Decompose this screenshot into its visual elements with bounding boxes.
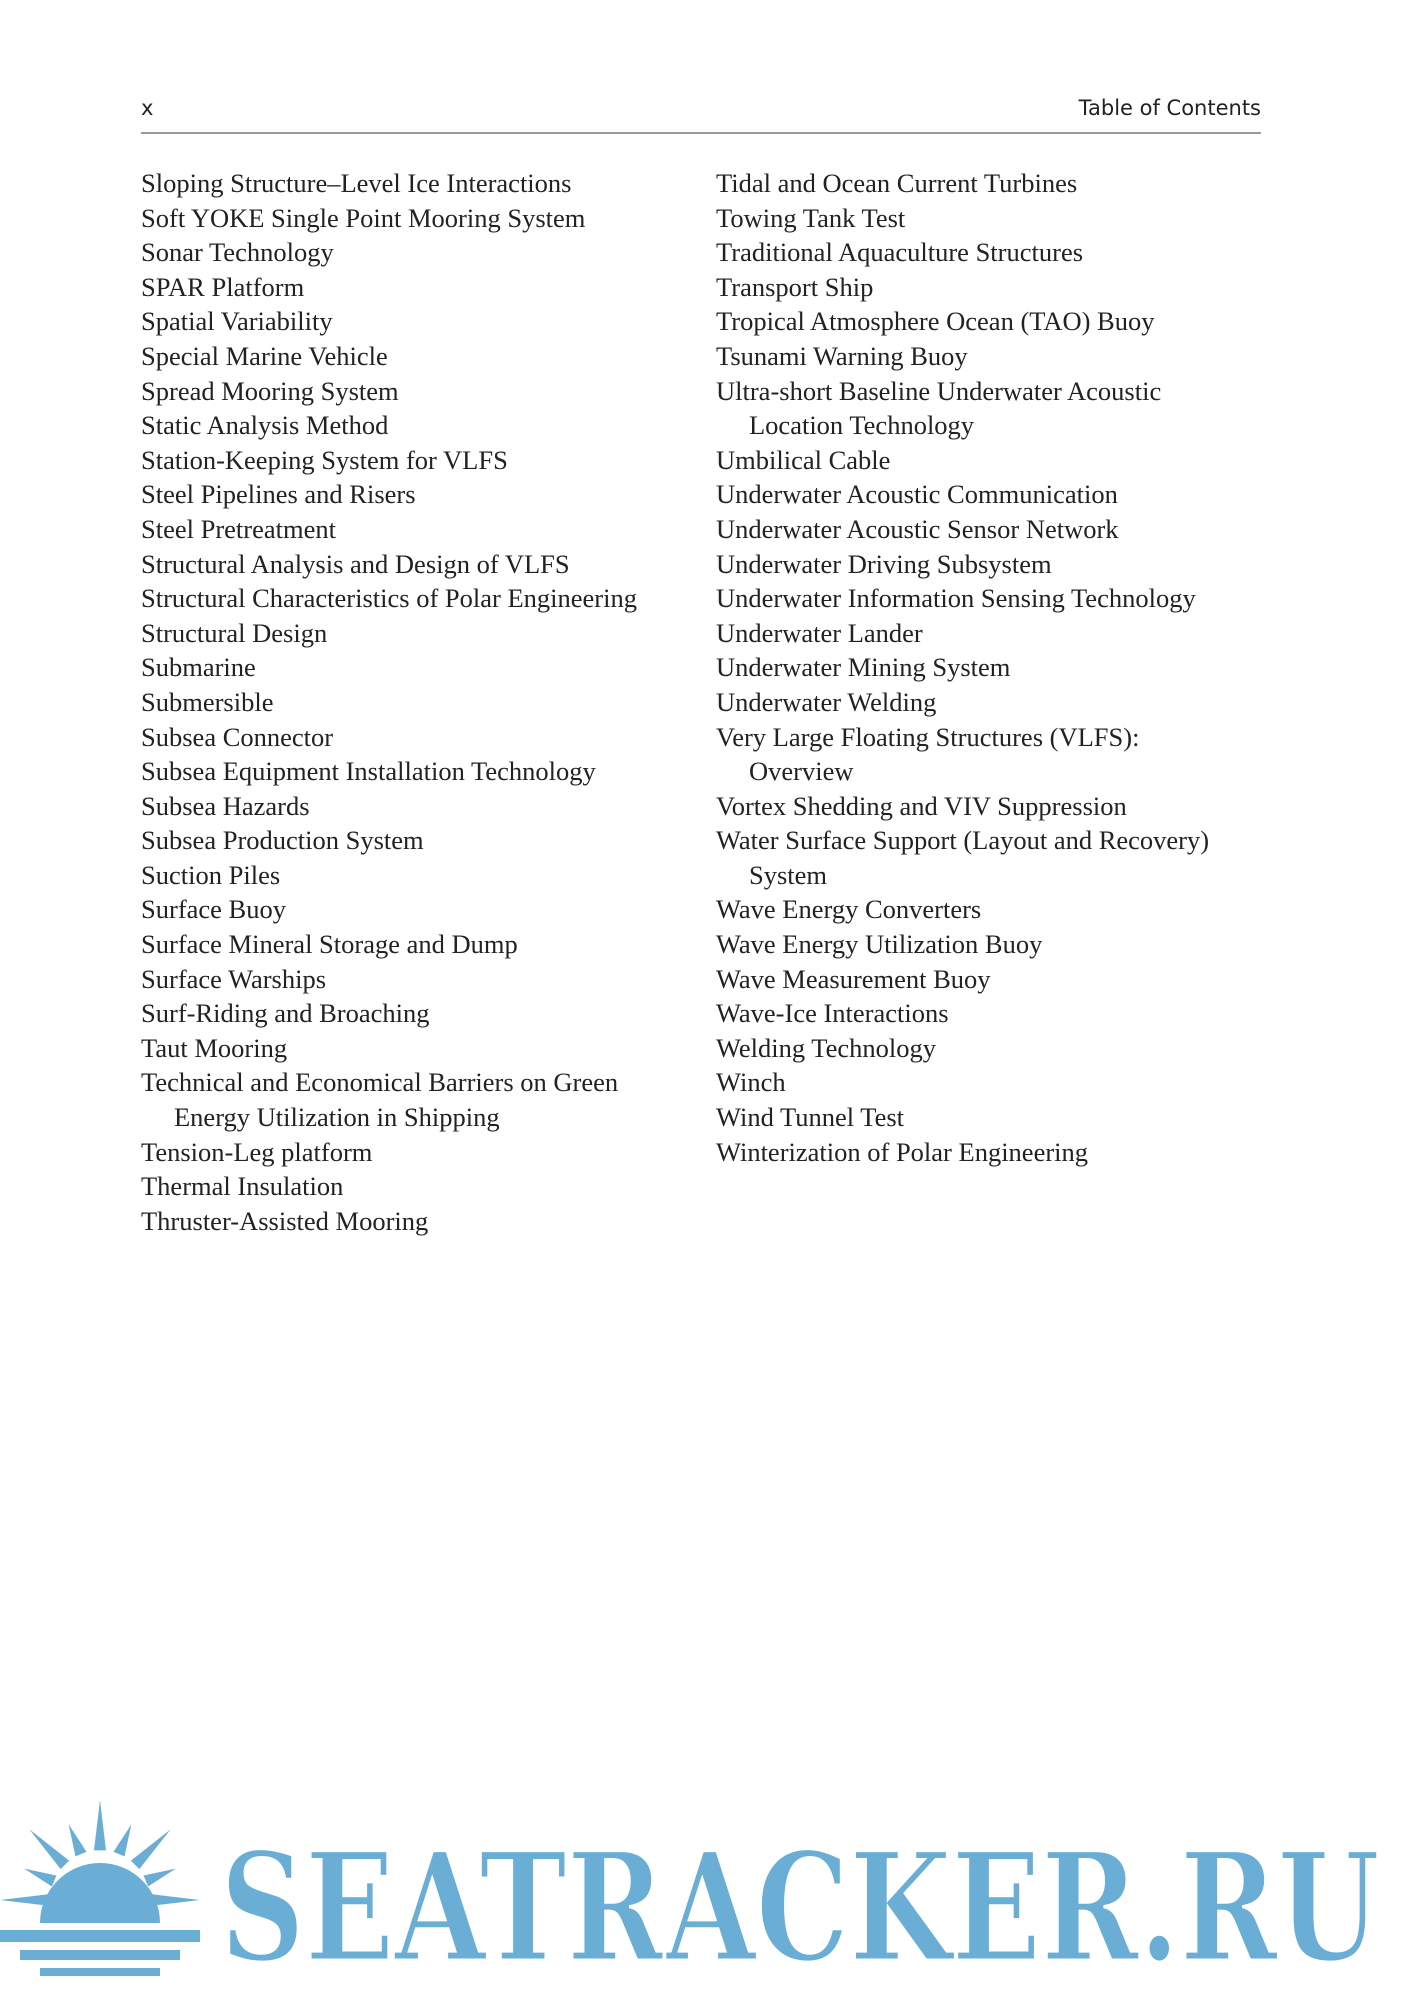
sun-ray	[24, 1869, 56, 1887]
toc-entry	[141, 477, 701, 512]
toc-entry	[716, 374, 1276, 443]
toc-entry-text: Tropical Atmosphere Ocean (TAO) Buoy	[716, 306, 1155, 337]
running-header	[141, 96, 1261, 126]
toc-entry-text: Winterization of Polar Engineering	[716, 1136, 1089, 1167]
sun-ray	[113, 1824, 131, 1856]
toc-entry-text: Winch	[716, 1067, 786, 1098]
toc-entry	[716, 962, 1276, 997]
toc-entry-text: Traditional Aquaculture Structures	[716, 237, 1084, 268]
toc-entry-text: Underwater Information Sensing Technology	[716, 583, 1196, 614]
toc-entry	[716, 581, 1276, 616]
toc-entry	[141, 996, 701, 1031]
toc-entry	[141, 235, 701, 270]
header-rule	[141, 132, 1261, 134]
toc-entry-text: SPAR Platform	[141, 271, 305, 302]
toc-entry-continuation: Energy Utilization in Shipping	[174, 1102, 500, 1133]
sun-ray	[150, 1894, 200, 1906]
toc-entry-text: Surface Buoy	[141, 894, 286, 925]
toc-entry	[141, 270, 701, 305]
toc-entry-text: Underwater Driving Subsystem	[716, 548, 1052, 579]
toc-entry	[141, 650, 701, 685]
toc-entry-text: Underwater Acoustic Communication	[716, 479, 1118, 510]
toc-entry-text: Structural Characteristics of Polar Engineering	[141, 583, 637, 614]
toc-entry	[716, 1065, 1276, 1100]
toc-entry-text: Wind Tunnel Test	[716, 1102, 905, 1133]
toc-entry	[716, 166, 1276, 201]
toc-entry	[716, 650, 1276, 685]
toc-entry	[141, 616, 701, 651]
toc-entry	[141, 1065, 701, 1134]
toc-entry-text: Vortex Shedding and VIV Suppression	[716, 790, 1127, 821]
toc-entry	[716, 789, 1276, 824]
toc-entry-text: Structural Analysis and Design of VLFS	[141, 548, 570, 579]
toc-entry-text: Transport Ship	[716, 271, 874, 302]
toc-entry	[141, 166, 701, 201]
toc-entry-continuation: System	[749, 859, 828, 890]
page-number: x	[141, 96, 154, 120]
toc-entry	[716, 270, 1276, 305]
toc-entry	[141, 512, 701, 547]
toc-entry	[141, 374, 701, 409]
toc-entry	[716, 1100, 1276, 1135]
sun-ray	[29, 1829, 69, 1869]
toc-entry	[141, 1031, 701, 1066]
sun-ray	[69, 1824, 87, 1856]
toc-entry-text: Sonar Technology	[141, 237, 334, 268]
sun-ray	[144, 1869, 176, 1887]
watermark-text: SEATRACKER.RU	[220, 1820, 1380, 1996]
toc-entry	[141, 304, 701, 339]
toc-entry-text: Towing Tank Test	[716, 202, 906, 233]
toc-entry-continuation: Location Technology	[749, 410, 975, 441]
toc-entry-text: Special Marine Vehicle	[141, 340, 388, 371]
toc-entry-text: Underwater Lander	[716, 617, 923, 648]
toc-entry	[716, 927, 1276, 962]
toc-entry	[141, 962, 701, 997]
toc-right-column	[716, 166, 1276, 1169]
toc-left-column	[141, 166, 701, 1238]
toc-entry	[716, 892, 1276, 927]
toc-entry-text: Ultra-short Baseline Underwater Acoustic	[716, 375, 1162, 406]
toc-entry	[141, 754, 701, 789]
toc-entry-text: Subsea Equipment Installation Technology	[141, 756, 596, 787]
toc-entry-text: Underwater Welding	[716, 686, 937, 717]
toc-entry-text: Wave Measurement Buoy	[716, 963, 991, 994]
sun-ray	[94, 1800, 106, 1850]
toc-entry-text: Soft YOKE Single Point Mooring System	[141, 202, 586, 233]
toc-entry-text: Surf-Riding and Broaching	[141, 998, 430, 1029]
toc-entry	[141, 927, 701, 962]
toc-entry	[716, 720, 1276, 789]
toc-entry-text: Wave Energy Converters	[716, 894, 982, 925]
toc-entry-text: Thruster-Assisted Mooring	[141, 1205, 429, 1236]
toc-entry-text: Welding Technology	[716, 1032, 936, 1063]
toc-entry-text: Thermal Insulation	[141, 1171, 344, 1202]
toc-entry	[716, 823, 1276, 892]
toc-entry-text: Tension-Leg platform	[141, 1136, 373, 1167]
toc-entry	[716, 547, 1276, 582]
sun-icon	[0, 1800, 200, 1976]
toc-entry-text: Suction Piles	[141, 859, 281, 890]
toc-entry	[141, 892, 701, 927]
toc-entry	[141, 823, 701, 858]
running-title: Table of Contents	[1078, 96, 1261, 120]
toc-entry-text: Spread Mooring System	[141, 375, 399, 406]
toc-entry	[141, 547, 701, 582]
toc-entry-text: Very Large Floating Structures (VLFS):	[716, 721, 1140, 752]
toc-entry	[716, 1135, 1276, 1170]
toc-entry-text: Station-Keeping System for VLFS	[141, 444, 508, 475]
toc-entry	[716, 235, 1276, 270]
toc-entry	[716, 339, 1276, 374]
toc-entry-text: Steel Pretreatment	[141, 513, 336, 544]
toc-entry	[716, 512, 1276, 547]
toc-entry-text: Subsea Connector	[141, 721, 334, 752]
toc-entry-continuation: Overview	[749, 756, 854, 787]
toc-entry-text: Structural Design	[141, 617, 328, 648]
toc-entry	[716, 201, 1276, 236]
toc-entry	[141, 789, 701, 824]
toc-entry-text: Umbilical Cable	[716, 444, 891, 475]
toc-entry	[716, 685, 1276, 720]
sun-ray	[0, 1894, 50, 1906]
sun-ray	[131, 1829, 171, 1869]
toc-entry	[716, 996, 1276, 1031]
toc-entry-text: Water Surface Support (Layout and Recovery)	[716, 825, 1210, 856]
toc-entry	[716, 1031, 1276, 1066]
toc-entry-text: Wave Energy Utilization Buoy	[716, 929, 1043, 960]
toc-entry	[141, 581, 701, 616]
toc-entry-text: Submarine	[141, 652, 256, 683]
toc-entry-text: Underwater Mining System	[716, 652, 1011, 683]
toc-entry	[141, 1135, 701, 1170]
watermark	[0, 1790, 1402, 2000]
toc-entry	[141, 201, 701, 236]
toc-entry-text: Surface Mineral Storage and Dump	[141, 929, 518, 960]
toc-entry-text: Static Analysis Method	[141, 410, 389, 441]
toc-entry-text: Subsea Production System	[141, 825, 424, 856]
toc-entry	[716, 304, 1276, 339]
toc-entry-text: Surface Warships	[141, 963, 327, 994]
toc-entry	[141, 720, 701, 755]
toc-entry-text: Technical and Economical Barriers on Green	[141, 1067, 619, 1098]
toc-entry-text: Underwater Acoustic Sensor Network	[716, 513, 1119, 544]
toc-entry-text: Subsea Hazards	[141, 790, 310, 821]
toc-entry-text: Submersible	[141, 686, 274, 717]
toc-entry	[141, 685, 701, 720]
toc-entry-text: Wave-Ice Interactions	[716, 998, 949, 1029]
toc-entry	[716, 616, 1276, 651]
toc-entry	[716, 477, 1276, 512]
toc-entry-text: Spatial Variability	[141, 306, 333, 337]
toc-entry-text: Tidal and Ocean Current Turbines	[716, 168, 1078, 198]
toc-entry-text: Taut Mooring	[141, 1032, 288, 1063]
toc-entry-text: Sloping Structure–Level Ice Interactions	[141, 168, 572, 198]
toc-entry	[141, 339, 701, 374]
toc-entry	[716, 443, 1276, 478]
toc-entry	[141, 858, 701, 893]
toc-entry	[141, 443, 701, 478]
toc-entry-text: Tsunami Warning Buoy	[716, 340, 968, 371]
toc-entry	[141, 1169, 701, 1204]
toc-entry	[141, 408, 701, 443]
toc-entry	[141, 1204, 701, 1239]
toc-entry-text: Steel Pipelines and Risers	[141, 479, 416, 510]
